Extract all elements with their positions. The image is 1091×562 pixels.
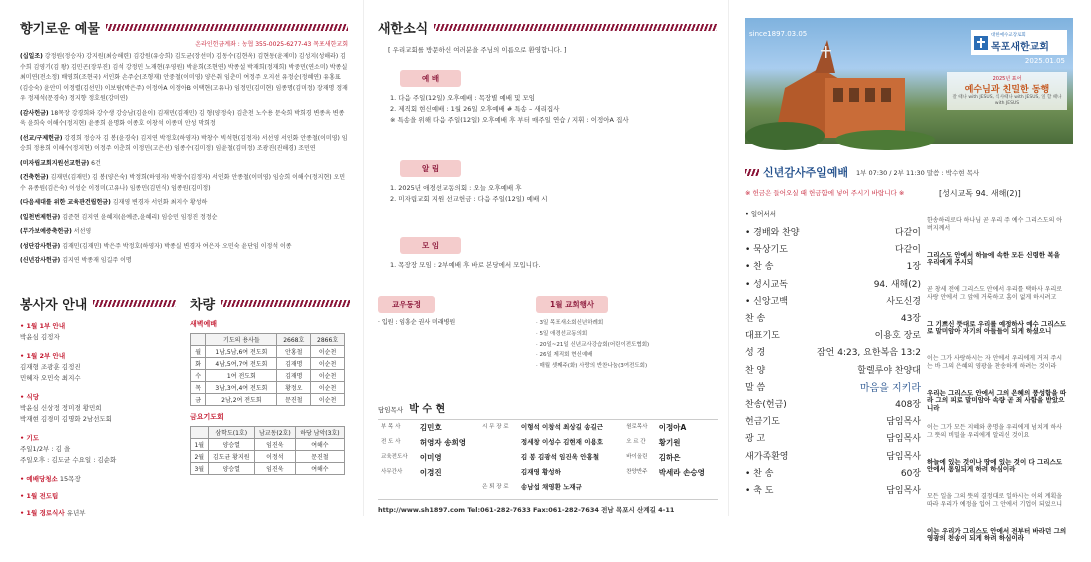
offering-entry (20, 198, 348, 209)
order-detail: 담임목사 (886, 483, 921, 496)
order-detail: 잠언 4:23, 요한복음 13:2 (817, 345, 921, 358)
table-cell: 양승열 (208, 439, 254, 451)
staff-role: 사무간사 (378, 465, 417, 480)
responsive-reading-title: [성시교독 94. 새해(2)] (939, 188, 1021, 199)
offering-entry (20, 134, 348, 155)
offering-names: 김재민(김재민) 김 봉(양은숙) 박정희(하영자) 박창수(김정자) 서인화 안종철(이미영) 임승희 이해수(정지현) 오민수 유종원(김은숙) 이성순 이정미(고유나) 임종민(김민식) 임종원(김미정) (20, 174, 345, 192)
meeting-list (390, 260, 717, 271)
friday-prayer-table (190, 426, 345, 475)
volunteer-assigned: 유년부 (67, 509, 86, 517)
reading-verse (927, 390, 1067, 425)
staff-names: 이미영 (417, 450, 479, 465)
pastor-role: 담임목사 (378, 406, 403, 414)
worship-item: 2. 제직회 현신예배 : 1월 26일 오후예배 # 특송 – 새리집사 (390, 104, 717, 115)
meeting-item: 1. 목장장 모임 : 2부예배 후 바로 본당에서 모입니다. (390, 260, 717, 271)
reading-verse (927, 424, 1067, 459)
staff-role: 전 도 사 (378, 435, 417, 450)
order-detail: 담임목사 (886, 449, 921, 462)
table-row (191, 382, 345, 394)
volunteer-role (20, 392, 176, 403)
news-title: 새한소식 (378, 18, 428, 37)
order-detail: 이용호 장로 (875, 328, 921, 341)
offering-names: 김준현 김지연 윤혜지(윤예준,윤혜리) 임승민 임정진 정정순 (62, 214, 217, 221)
volunteer-names: 민혜자 오민숙 최지수 (20, 373, 176, 384)
volunteers-section (20, 294, 176, 525)
online-account: 온라인헌금계좌 : 농협 355-0025-6277-43 목포새한교회 (20, 39, 348, 48)
table-header-cell: 하당 남악(3호) (295, 427, 344, 439)
table-cell: 안홍철 (277, 346, 311, 358)
church-emblem-icon (974, 36, 988, 50)
staff-names (656, 480, 718, 495)
staff-names: 이정아A (656, 420, 718, 436)
offering-category: (감사헌금) (20, 110, 49, 117)
offerings-header (20, 18, 348, 37)
order-detail: 담임목사 (886, 431, 921, 444)
january-events (536, 292, 716, 372)
table-cell: 임진욱 (254, 439, 295, 451)
table-cell: 이순천 (311, 382, 345, 394)
order-item: 성 경 (745, 345, 765, 358)
staff-row (378, 450, 718, 465)
table-header-cell: 남교동(2호) (254, 427, 295, 439)
offering-names: 서선영 (74, 228, 91, 235)
offering-note: ※ 헌금은 들어오실 때 헌금함에 넣어 주시기 바랍니다 ※ (745, 188, 921, 199)
staff-names: 김 봉 김광석 임진욱 안홍철 (518, 450, 623, 465)
volunteer-names: 박재현 김경미 김명화 2남선도회 (20, 414, 176, 425)
table-cell: 황정오 (277, 382, 311, 394)
reading-verse (927, 286, 1067, 321)
staff-role: 시 무 장 로 (479, 420, 518, 436)
offering-names: 김재영 변경자 서인화 최지수 황성하 (113, 199, 208, 206)
offering-entry (20, 173, 348, 194)
staff-role: 부 목 사 (378, 420, 417, 436)
staff-row (378, 435, 718, 450)
order-row (745, 292, 921, 309)
offering-category: (신년감사헌금) (20, 257, 60, 264)
pastor-line (378, 400, 718, 415)
vehicle-header (190, 294, 350, 313)
reading-verse (927, 252, 1067, 287)
table-cell: 1여 전도회 (206, 370, 277, 382)
staff-role: 은 퇴 장 로 (479, 480, 518, 495)
offering-category: (일천번제헌금) (20, 214, 60, 221)
offering-entry (20, 52, 348, 105)
table-row (191, 358, 345, 370)
offering-entry (20, 213, 348, 224)
table-header-cell (191, 334, 206, 346)
volunteer-names: 주일1/2부 : 김 을 (20, 444, 176, 455)
order-row (745, 275, 921, 292)
offering-names: 18목장 강경희와 강수생 강승남(김윤이) 김재민(김재민) 김 형(양정숙) 김춘천 노수용 문숙희 박희경 변종옥 변종욱 윤희숙 이해수(정지현) 윤종희 윤명화 이종호 이창석 이종미 안성 막희정 (20, 110, 344, 128)
volunteer-group (20, 321, 176, 343)
order-item: • 찬 송 (745, 466, 773, 479)
volunteer-group (20, 474, 176, 485)
order-row (745, 395, 921, 412)
reading-congregation: 이는 우리가 그리스도 안에서 전부터 바라던 그의 영광의 찬송이 되게 하려 하심이라 (927, 527, 1066, 543)
table-cell: 4남,5여,7여 전도회 (206, 358, 277, 370)
table-cell: 여해수 (295, 463, 344, 475)
meeting-label: 모 임 (400, 237, 461, 254)
staff-role (479, 450, 518, 465)
responsive-reading (927, 217, 1067, 562)
reading-leader: 이는 그가 모든 지혜와 총명을 우리에게 넘치게 하사 그 뜻의 비밀을 우리에게 알리신 것이요 (927, 424, 1062, 439)
church-logo (971, 30, 1067, 55)
vehicle-section (190, 294, 350, 475)
service-title: 신년감사주일예배 (763, 164, 848, 180)
order-detail: 43장 (901, 311, 921, 324)
staff-names: 김민호 (417, 420, 479, 436)
reading-verse (927, 355, 1067, 390)
table-cell: 2월 (191, 451, 209, 463)
member-news-label: 교우동정 (378, 296, 435, 313)
events-list (536, 318, 716, 372)
volunteer-role (20, 491, 176, 502)
table-cell: 이순천 (311, 346, 345, 358)
table-cell: 문진철 (295, 451, 344, 463)
volunteer-role-label: • 기도 (20, 434, 39, 442)
offering-category: (건축헌금) (20, 174, 49, 181)
order-item: 새가족환영 (745, 449, 788, 462)
table-cell: 1월 (191, 439, 209, 451)
table-cell: 금 (191, 394, 206, 406)
order-item: • 경배와 찬양 (745, 225, 800, 238)
volunteer-role-label: • 1월 전도팀 (20, 492, 58, 500)
service-notes (745, 188, 1077, 199)
service-times: 1부 07:30 / 2부 11:30 말씀 : 박수현 목사 (856, 168, 979, 177)
staff-names (417, 480, 479, 495)
staff-names: 박세라 손승영 (656, 465, 718, 480)
order-detail: 60장 (901, 466, 921, 479)
order-detail: 1장 (907, 259, 921, 272)
offering-entry (20, 256, 348, 267)
volunteer-group (20, 392, 176, 425)
reading-congregation: 하늘에 있는 것이나 땅에 있는 것이 다 그리스도 안에서 통일되게 하려 하심이라 (927, 458, 1062, 474)
order-item: • 찬 송 (745, 259, 773, 272)
worship-item: ※ 특송을 위해 다음 주일(12일) 오후예배 후 부터 매주일 연습 / 지휘 : 이정아A 집사 (390, 115, 717, 126)
staff-names: 이형석 이창석 최상길 송길근 (518, 420, 623, 436)
table-cell: 월 (191, 346, 206, 358)
order-detail: 담임목사 (886, 414, 921, 427)
staff-role: 교육전도사 (378, 450, 417, 465)
order-row (745, 326, 921, 343)
table-row (191, 346, 345, 358)
offering-list (20, 52, 348, 267)
table-cell: 김재명 (277, 370, 311, 382)
offering-entry (20, 227, 348, 238)
volunteer-role-label: • 예배당청소 (20, 475, 58, 483)
event-item: · 20일~21일 신년교사강습회(어린이전도협회) (536, 340, 716, 351)
reading-leader: 한송하리로다 하나님 곧 우리 주 예수 그리스도의 아버지께서 (927, 217, 1062, 232)
order-item: 대표기도 (745, 328, 780, 341)
volunteer-role (20, 508, 176, 519)
table-cell: 양승열 (208, 463, 254, 475)
volunteer-group (20, 433, 176, 466)
offering-category: (미자립교회지원선교헌금) (20, 160, 89, 167)
church-name: 목포새한교회 (991, 38, 1049, 53)
table-header-cell: 기도의 용사들 (206, 334, 277, 346)
table-cell: 김도균 황지원 (208, 451, 254, 463)
notice-list (390, 183, 717, 205)
order-detail: 94. 새해(2) (874, 277, 921, 290)
order-detail: 408장 (895, 397, 921, 410)
volunteer-group (20, 351, 176, 384)
table-cell: 3남,3여,4여 전도회 (206, 382, 277, 394)
event-item: · 매월 셋째주(화) 사랑의 반찬나눔(3여전도회) (536, 361, 716, 372)
church-photo (745, 18, 1073, 144)
reading-congregation: 그리스도 안에서 하늘에 속한 모든 신령한 복을 우리에게 주시되 (927, 251, 1060, 267)
table-cell: 3월 (191, 463, 209, 475)
table-cell: 문진철 (277, 394, 311, 406)
staff-row (378, 480, 718, 495)
lunch-label: 금요기도회 (190, 412, 350, 422)
order-item: 찬 송 (745, 311, 765, 324)
order-list (745, 223, 921, 498)
order-detail: 할렐루야 찬양대 (857, 363, 921, 376)
volunteer-role (20, 351, 176, 362)
table-header-row (191, 427, 345, 439)
volunteer-role (20, 321, 176, 332)
events-label: 1월 교회행사 (536, 296, 608, 313)
order-item: • 성시교독 (745, 277, 788, 290)
table-cell: 수 (191, 370, 206, 382)
order-item: • 묵상기도 (745, 242, 788, 255)
service-header (745, 164, 1077, 180)
order-row (745, 343, 921, 360)
staff-role: 찬양반주 (623, 465, 656, 480)
member-news-item: · 입원 : 임흥순 권사 미래병원 (378, 318, 528, 328)
motto-subtext: 잘 때나 with JESUS, 식사때나 with JESUS, 일 할 때나 with JESUS (951, 95, 1063, 107)
table-header-cell (191, 427, 209, 439)
notice-item: 2. 미자립교회 지원 선교헌금 : 다음 주일(12일) 예배 시 (390, 194, 717, 205)
order-column (745, 209, 921, 562)
staff-names: 송남섭 채영환 노재규 (518, 480, 623, 495)
offering-names: 강경희 정승자 김 봉(윤경숙) 김지연 박정호(하영자) 박창수 빅석현(김정자) 서선영 서인화 안종철(이미영) 임승희 정용희 이해수(정지현) 이정주 이춘희 이정민(고은선) 임종수(김미정) 임윤철(김미정) 조광진(진해경) 조민연 (20, 135, 348, 153)
event-item: · 5일 애경선교동의회 (536, 329, 716, 340)
order-item: • 축 도 (745, 483, 773, 496)
notice-item: 1. 2025년 애경선교동의회 : 오늘 오후예배 후 (390, 183, 717, 194)
staff-role: 바이올린 (623, 450, 656, 465)
denomination: 대한예수교장로회 (991, 32, 1049, 38)
staff-names: 김하은 (656, 450, 718, 465)
table-cell: 화 (191, 358, 206, 370)
volunteer-names: 김재형 조광훈 김정진 (20, 362, 176, 373)
volunteer-group (20, 508, 176, 519)
offering-entry (20, 159, 348, 170)
worship-item: 1. 다음 주일(12일) 오후예배 : 목장별 예배 및 모임 (390, 93, 717, 104)
worship-list (390, 93, 717, 126)
staff-names: 이경진 (417, 465, 479, 480)
order-row (745, 412, 921, 429)
order-item: 찬송(헌금) (745, 397, 787, 410)
volunteers-title: 봉사자 안내 (20, 294, 87, 313)
table-row (191, 370, 345, 382)
year-motto (947, 72, 1067, 110)
news-header (378, 18, 717, 37)
event-item: · 3일 목포새소회신년하례회 (536, 318, 716, 329)
order-row (745, 378, 921, 395)
volunteer-role-label: • 1월 1부 안내 (20, 322, 65, 330)
shuttle-label: 새벽예배 (190, 319, 350, 329)
volunteer-role-label: • 1월 경로식사 (20, 509, 65, 517)
motto-label: 2025년 표어 (951, 75, 1063, 82)
offering-category: (다음세대를 위한 교육관건립헌금) (20, 199, 111, 206)
order-row (745, 361, 921, 378)
order-row (745, 257, 921, 274)
table-cell: 이정석 (254, 451, 295, 463)
staff-section (378, 400, 718, 514)
volunteer-role (20, 433, 176, 444)
volunteer-names: 주일오후 : 김도균 수요일 : 김순화 (20, 455, 176, 466)
staff-role (623, 480, 656, 495)
stand-note: • 일어서서 (745, 209, 921, 219)
order-row (745, 309, 921, 326)
offering-names: 김재민(김재민) 박은주 박정호(하영자) 박종실 변경자 여은자 오민숙 윤단임 이정석 이종 (62, 243, 291, 250)
shuttle-table (190, 333, 345, 406)
bulletin-date: 2025.01.05 (1025, 57, 1065, 65)
staff-role (479, 435, 518, 450)
table-cell: 목 (191, 382, 206, 394)
table-cell: 임진욱 (254, 463, 295, 475)
offering-entry (20, 109, 348, 130)
table-cell: 1남,5남,6여 전도회 (206, 346, 277, 358)
table-cell: 2남,2여 전도회 (206, 394, 277, 406)
table-header-cell: 2668호 (277, 334, 311, 346)
table-header-cell: 2866호 (311, 334, 345, 346)
order-item: 찬 양 (745, 363, 765, 376)
order-item: • 신앙고백 (745, 294, 788, 307)
reading-congregation: 우리는 그리스도 안에서 그의 은혜의 풍성함을 따라 그의 피로 말미암아 속량 곧 죄 사함을 받았으니라 (927, 389, 1066, 412)
order-row (745, 481, 921, 498)
news-panel (364, 0, 727, 516)
volunteer-group (20, 491, 176, 502)
table-cell: 이순천 (311, 358, 345, 370)
reading-verse (927, 321, 1067, 356)
offering-entry (20, 242, 348, 253)
staff-role: 원로목사 (623, 420, 656, 436)
worship-label: 예 배 (400, 70, 461, 87)
order-detail: 다같이 (895, 225, 921, 238)
member-news (378, 292, 528, 328)
reading-leader: 이는 그가 사랑하시는 자 안에서 우리에게 거저 주시는 바 그의 은혜의 영광을 찬송하게 하려는 것이라 (927, 355, 1062, 370)
pastor-name: 박 수 현 (409, 404, 445, 415)
reading-verse (927, 528, 1067, 562)
table-row (191, 394, 345, 406)
reading-verse (927, 459, 1067, 494)
volunteers-list (20, 321, 176, 519)
offerings-panel (0, 0, 362, 516)
offering-category: (선교/구제헌금) (20, 135, 62, 142)
staff-role (378, 480, 417, 495)
reading-leader: 곧 창세 전에 그리스도 안에서 우리를 택하사 우리로 사랑 안에서 그 앞에 거룩하고 흠이 없게 하시려고 (927, 286, 1062, 301)
staff-names: 허영자 송희영 (417, 435, 479, 450)
notice-label: 알 림 (400, 160, 461, 177)
event-item: · 26일 제직회 현신예배 (536, 350, 716, 361)
staff-role (479, 465, 518, 480)
reading-verse (927, 217, 1067, 252)
staff-names: 황기원 (656, 435, 718, 450)
table-cell: 여해수 (295, 439, 344, 451)
offering-names: 강정원(정승자) 강지원(최승해련) 김강원(유승희) 김도균(장선미) 김동수(김현옥) 김현동(윤제미) 김성지(성해라) 김수희 김영기(김 왕) 김민곤(장부진) 김석 강정민 노재현(우영원) 박윤희(조현연) 박종설 박재희(정재희) 박중민(연소미) 박종실 최미연(전소정) 배영희(조현국) 서인화 손주순(조형재) 안중철(이미영) 양은취 임춘미 여정주 오지선 유정순(정혜연) 유홍표(김승숙) 윤안미 이정렬(김선민) 이보람(박은주) 이정아A 이정아B 이택현(고유나) 임정민(김미현) 임종명(김미정) 장재명 정재우 정제석(문경숙) 정지향 정호원(강미연) (20, 53, 348, 102)
volunteer-role (20, 474, 176, 485)
motto-text: 예수님과 친밀한 동행 (951, 82, 1063, 95)
order-detail: 다같이 (895, 242, 921, 255)
welcome-text: [ 우리교회를 방문하신 여러분을 주님의 이름으로 환영합니다. ] (388, 45, 717, 56)
staff-names: 김재영 황성하 (518, 465, 623, 480)
staff-role: 오 르 간 (623, 435, 656, 450)
offering-category: (십일조) (20, 53, 43, 60)
table-header-cell: 삼학도(1호) (208, 427, 254, 439)
order-detail: 마음을 지키라 (860, 379, 921, 394)
volunteer-assigned: 15목장 (60, 475, 81, 483)
order-item: 말 씀 (745, 380, 765, 393)
reading-congregation: 그 기쁘신 뜻대로 우리를 예정하사 예수 그리스도로 말미암아 자기의 아들들이 되게 하셨으니 (927, 320, 1066, 336)
volunteer-names: 박윤심 김정자 (20, 332, 176, 343)
order-item: 광 고 (745, 431, 765, 444)
offering-names: 김지연 박종재 임길주 이명 (62, 257, 131, 264)
reading-verse (927, 493, 1067, 528)
order-row (745, 429, 921, 446)
order-detail: 사도신경 (886, 294, 921, 307)
order-row (745, 240, 921, 257)
offerings-title: 향기로운 예물 (20, 18, 100, 37)
volunteer-role-label: • 식당 (20, 393, 39, 401)
church-contact: http://www.sh1897.com Tel:061-282-7633 Fax:061-282-7634 전남 목포시 산계길 4-11 (378, 499, 718, 514)
order-row (745, 446, 921, 463)
reading-leader: 모든 일을 그의 뜻의 결정대로 일하시는 이의 계획을 따라 우리가 예정을 입어 그 안에서 기업이 되었으니 (927, 493, 1062, 508)
table-cell: 이순천 (311, 370, 345, 382)
table-cell: 이순천 (311, 394, 345, 406)
table-header-row (191, 334, 345, 346)
table-row (191, 439, 345, 451)
member-news-list (378, 318, 528, 328)
table-row (191, 451, 345, 463)
offering-names: 6건 (91, 160, 101, 167)
order-row (745, 464, 921, 481)
volunteers-header (20, 294, 176, 313)
order-item: 헌금기도 (745, 414, 780, 427)
staff-row (378, 420, 718, 436)
table-row (191, 463, 345, 475)
offering-category: (성단감사헌금) (20, 243, 60, 250)
staff-row (378, 465, 718, 480)
bulletin-cover-panel (729, 0, 1091, 516)
table-cell: 김재명 (277, 358, 311, 370)
staff-table (378, 419, 718, 495)
staff-names: 정세창 이성수 김현재 이용호 (518, 435, 623, 450)
vehicle-title: 차량 (190, 294, 215, 313)
volunteer-role-label: • 1월 2부 안내 (20, 352, 65, 360)
order-of-worship (745, 209, 1077, 562)
volunteer-names: 박윤심 신상정 정미경 황민희 (20, 403, 176, 414)
order-row (745, 223, 921, 240)
offering-category: (무가보예증축헌금) (20, 228, 72, 235)
since-text: since1897.03.05 (749, 30, 807, 38)
